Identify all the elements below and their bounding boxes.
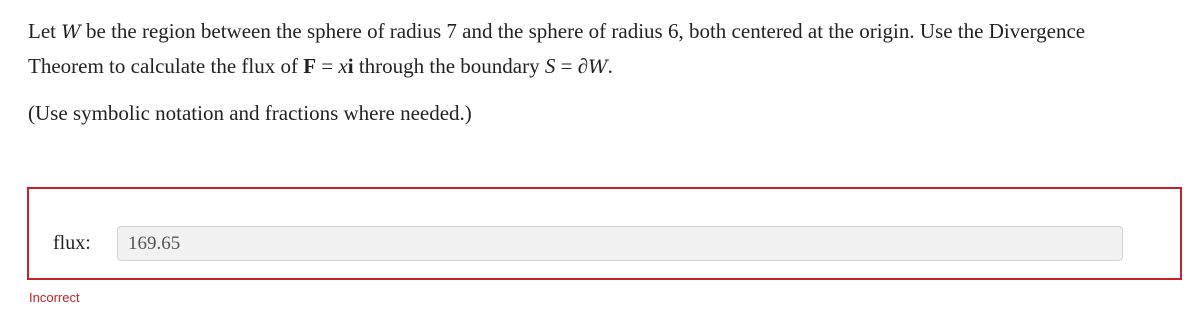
- problem-text: Theorem to calculate the flux of: [28, 54, 304, 78]
- status-message: Incorrect: [29, 290, 80, 305]
- flux-input[interactable]: 169.65: [117, 226, 1123, 261]
- problem-line-2: [28, 49, 1178, 84]
- answer-box: [27, 187, 1182, 280]
- instruction-note: (Use symbolic notation and fractions where needed.): [28, 101, 472, 125]
- problem-statement: [28, 14, 1178, 130]
- problem-line-1: [28, 14, 1178, 49]
- boundary-symbol: S: [544, 54, 556, 78]
- boundary-equation: = ∂: [555, 54, 589, 78]
- problem-text: be the region between the sphere of radius 7 and the sphere of radius 6, both centered at the origin. Use the Divergence: [80, 19, 1086, 43]
- equals-sign: =: [316, 54, 339, 78]
- problem-text: through the boundary: [353, 54, 545, 78]
- problem-text: Let: [28, 19, 62, 43]
- unit-vector-i: i: [347, 54, 354, 78]
- flux-label: flux:: [53, 232, 91, 254]
- x-variable: x: [338, 54, 348, 78]
- region-symbol: W: [61, 21, 81, 43]
- region-symbol: W: [588, 56, 608, 78]
- period: .: [607, 54, 613, 78]
- vector-field-symbol: F: [303, 54, 317, 78]
